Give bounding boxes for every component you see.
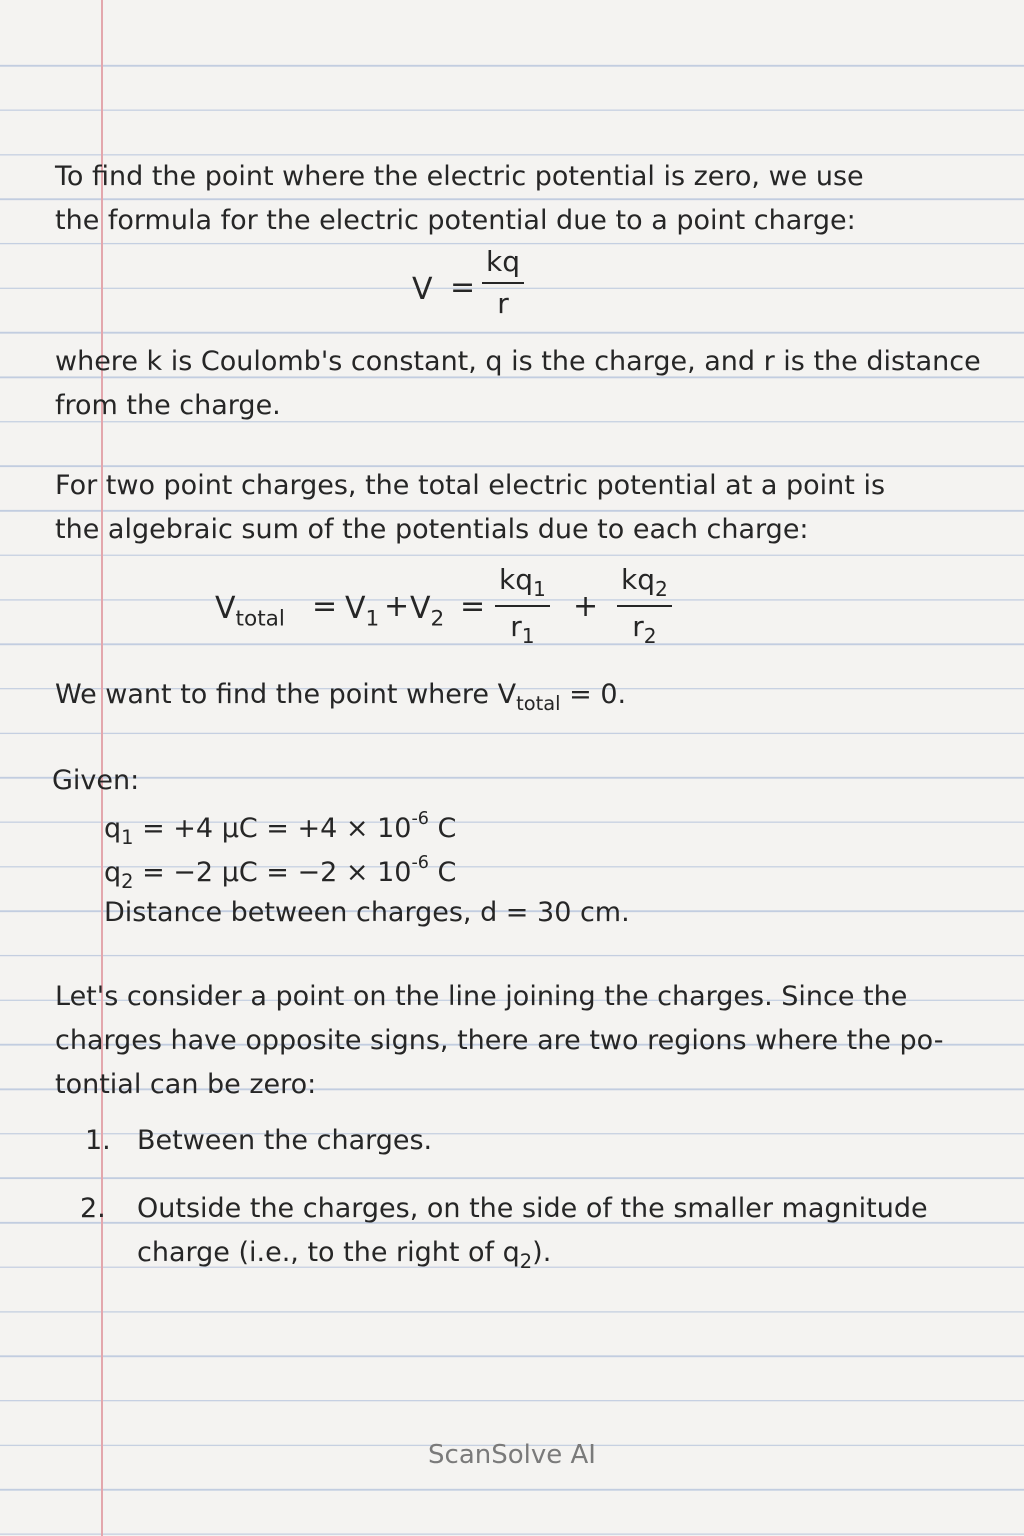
given-q1-symbol: q — [104, 813, 122, 845]
list-number-2: 2. — [80, 1193, 106, 1224]
want-total-sub: total — [516, 691, 561, 715]
given-q2-symbol: q — [104, 857, 122, 889]
given-q2-value: = −2 μC = −2 × 10 — [133, 857, 412, 889]
eq2-frac2-num-sub: 2 — [655, 577, 668, 602]
eq2-v1-base: V — [345, 591, 366, 626]
eq2-frac2-num-base: kq — [621, 563, 655, 596]
given-q1-exp: -6 — [411, 809, 429, 829]
eq2-frac1-den-base: r — [510, 610, 522, 644]
eq2-v2-base: V — [410, 591, 431, 626]
eq2-plus-2: + — [573, 589, 599, 624]
eq2-frac2-num — [617, 563, 672, 607]
eq2-equals-2: = — [460, 589, 486, 624]
given-distance: Distance between charges, d = 30 cm. — [104, 897, 630, 928]
eq2-frac1-den — [495, 607, 550, 649]
given-q2 — [104, 855, 456, 891]
intro-line-1: To find the point where the electric potential is zero, we use — [55, 161, 864, 192]
eq2-frac1-den-sub: 1 — [521, 624, 535, 649]
eq2-plus-1: + — [384, 589, 410, 624]
eq2-frac2-den-base: r — [632, 610, 644, 644]
eq2-frac1-num-base: kq — [499, 563, 533, 596]
eq2-fraction-1 — [495, 563, 550, 649]
eq1-fraction — [482, 245, 524, 320]
given-q2-unit: C — [428, 857, 457, 889]
given-q2-sub: 2 — [121, 869, 134, 893]
where-line-1: where k is Coulomb's constant, q is the charge, and r is the distance — [55, 346, 981, 377]
eq2-v1-sub: 1 — [365, 606, 380, 632]
given-q1-sub: 1 — [121, 825, 134, 849]
given-q1-unit: C — [428, 813, 457, 845]
list-number-1: 1. — [85, 1125, 111, 1156]
eq2-v: V — [215, 591, 236, 626]
eq2-v1 — [345, 591, 380, 632]
eq1-lhs: V — [412, 272, 433, 307]
eq1-numerator: kq — [482, 248, 524, 284]
list-item-2-text: charge (i.e., to the right of q — [137, 1237, 520, 1268]
two-charges-line-2: the algebraic sum of the potentials due to each charge: — [55, 514, 809, 545]
given-q1 — [104, 811, 456, 847]
eq2-equals-1: = — [312, 589, 338, 624]
eq1-denominator: r — [497, 287, 509, 320]
consider-line-1: Let's consider a point on the line joining the charges. Since the — [55, 981, 908, 1012]
list-item-2-tail: ). — [532, 1237, 552, 1268]
consider-line-3: tontial can be zero: — [55, 1069, 317, 1100]
intro-line-2: the formula for the electric potential due to a point charge: — [55, 205, 856, 236]
want-text: We want to find the point where — [55, 679, 498, 710]
eq2-frac1-num — [495, 563, 550, 607]
given-label: Given: — [52, 765, 140, 796]
two-charges-line-1: For two point charges, the total electric potential at a point is — [55, 470, 886, 501]
eq2-frac2-den-sub: 2 — [643, 624, 657, 649]
list-item-2-line-2 — [137, 1239, 551, 1271]
eq2-total-sub: total — [235, 606, 285, 632]
want-v: V — [497, 679, 517, 710]
eq2-fraction-2 — [617, 563, 672, 649]
eq2-vtotal — [215, 591, 285, 632]
where-line-2: from the charge. — [55, 390, 281, 421]
eq2-frac2-den — [617, 607, 672, 649]
eq2-v2 — [410, 591, 445, 632]
footer-watermark: ScanSolve AI — [428, 1440, 596, 1470]
given-q2-exp: -6 — [411, 853, 429, 873]
want-line — [55, 681, 626, 713]
eq2-frac1-num-sub: 1 — [533, 577, 546, 602]
eq1-equals: = — [450, 270, 476, 305]
want-tail: = 0. — [560, 679, 627, 710]
given-q1-value: = +4 μC = +4 × 10 — [133, 813, 412, 845]
consider-line-2: charges have opposite signs, there are two regions where the po- — [55, 1025, 944, 1056]
list-item-2-sub: 2 — [519, 1249, 533, 1273]
eq2-v2-sub: 2 — [430, 606, 445, 632]
list-item-1: Between the charges. — [137, 1125, 433, 1156]
list-item-2-line-1: Outside the charges, on the side of the smaller magnitude — [137, 1193, 928, 1224]
